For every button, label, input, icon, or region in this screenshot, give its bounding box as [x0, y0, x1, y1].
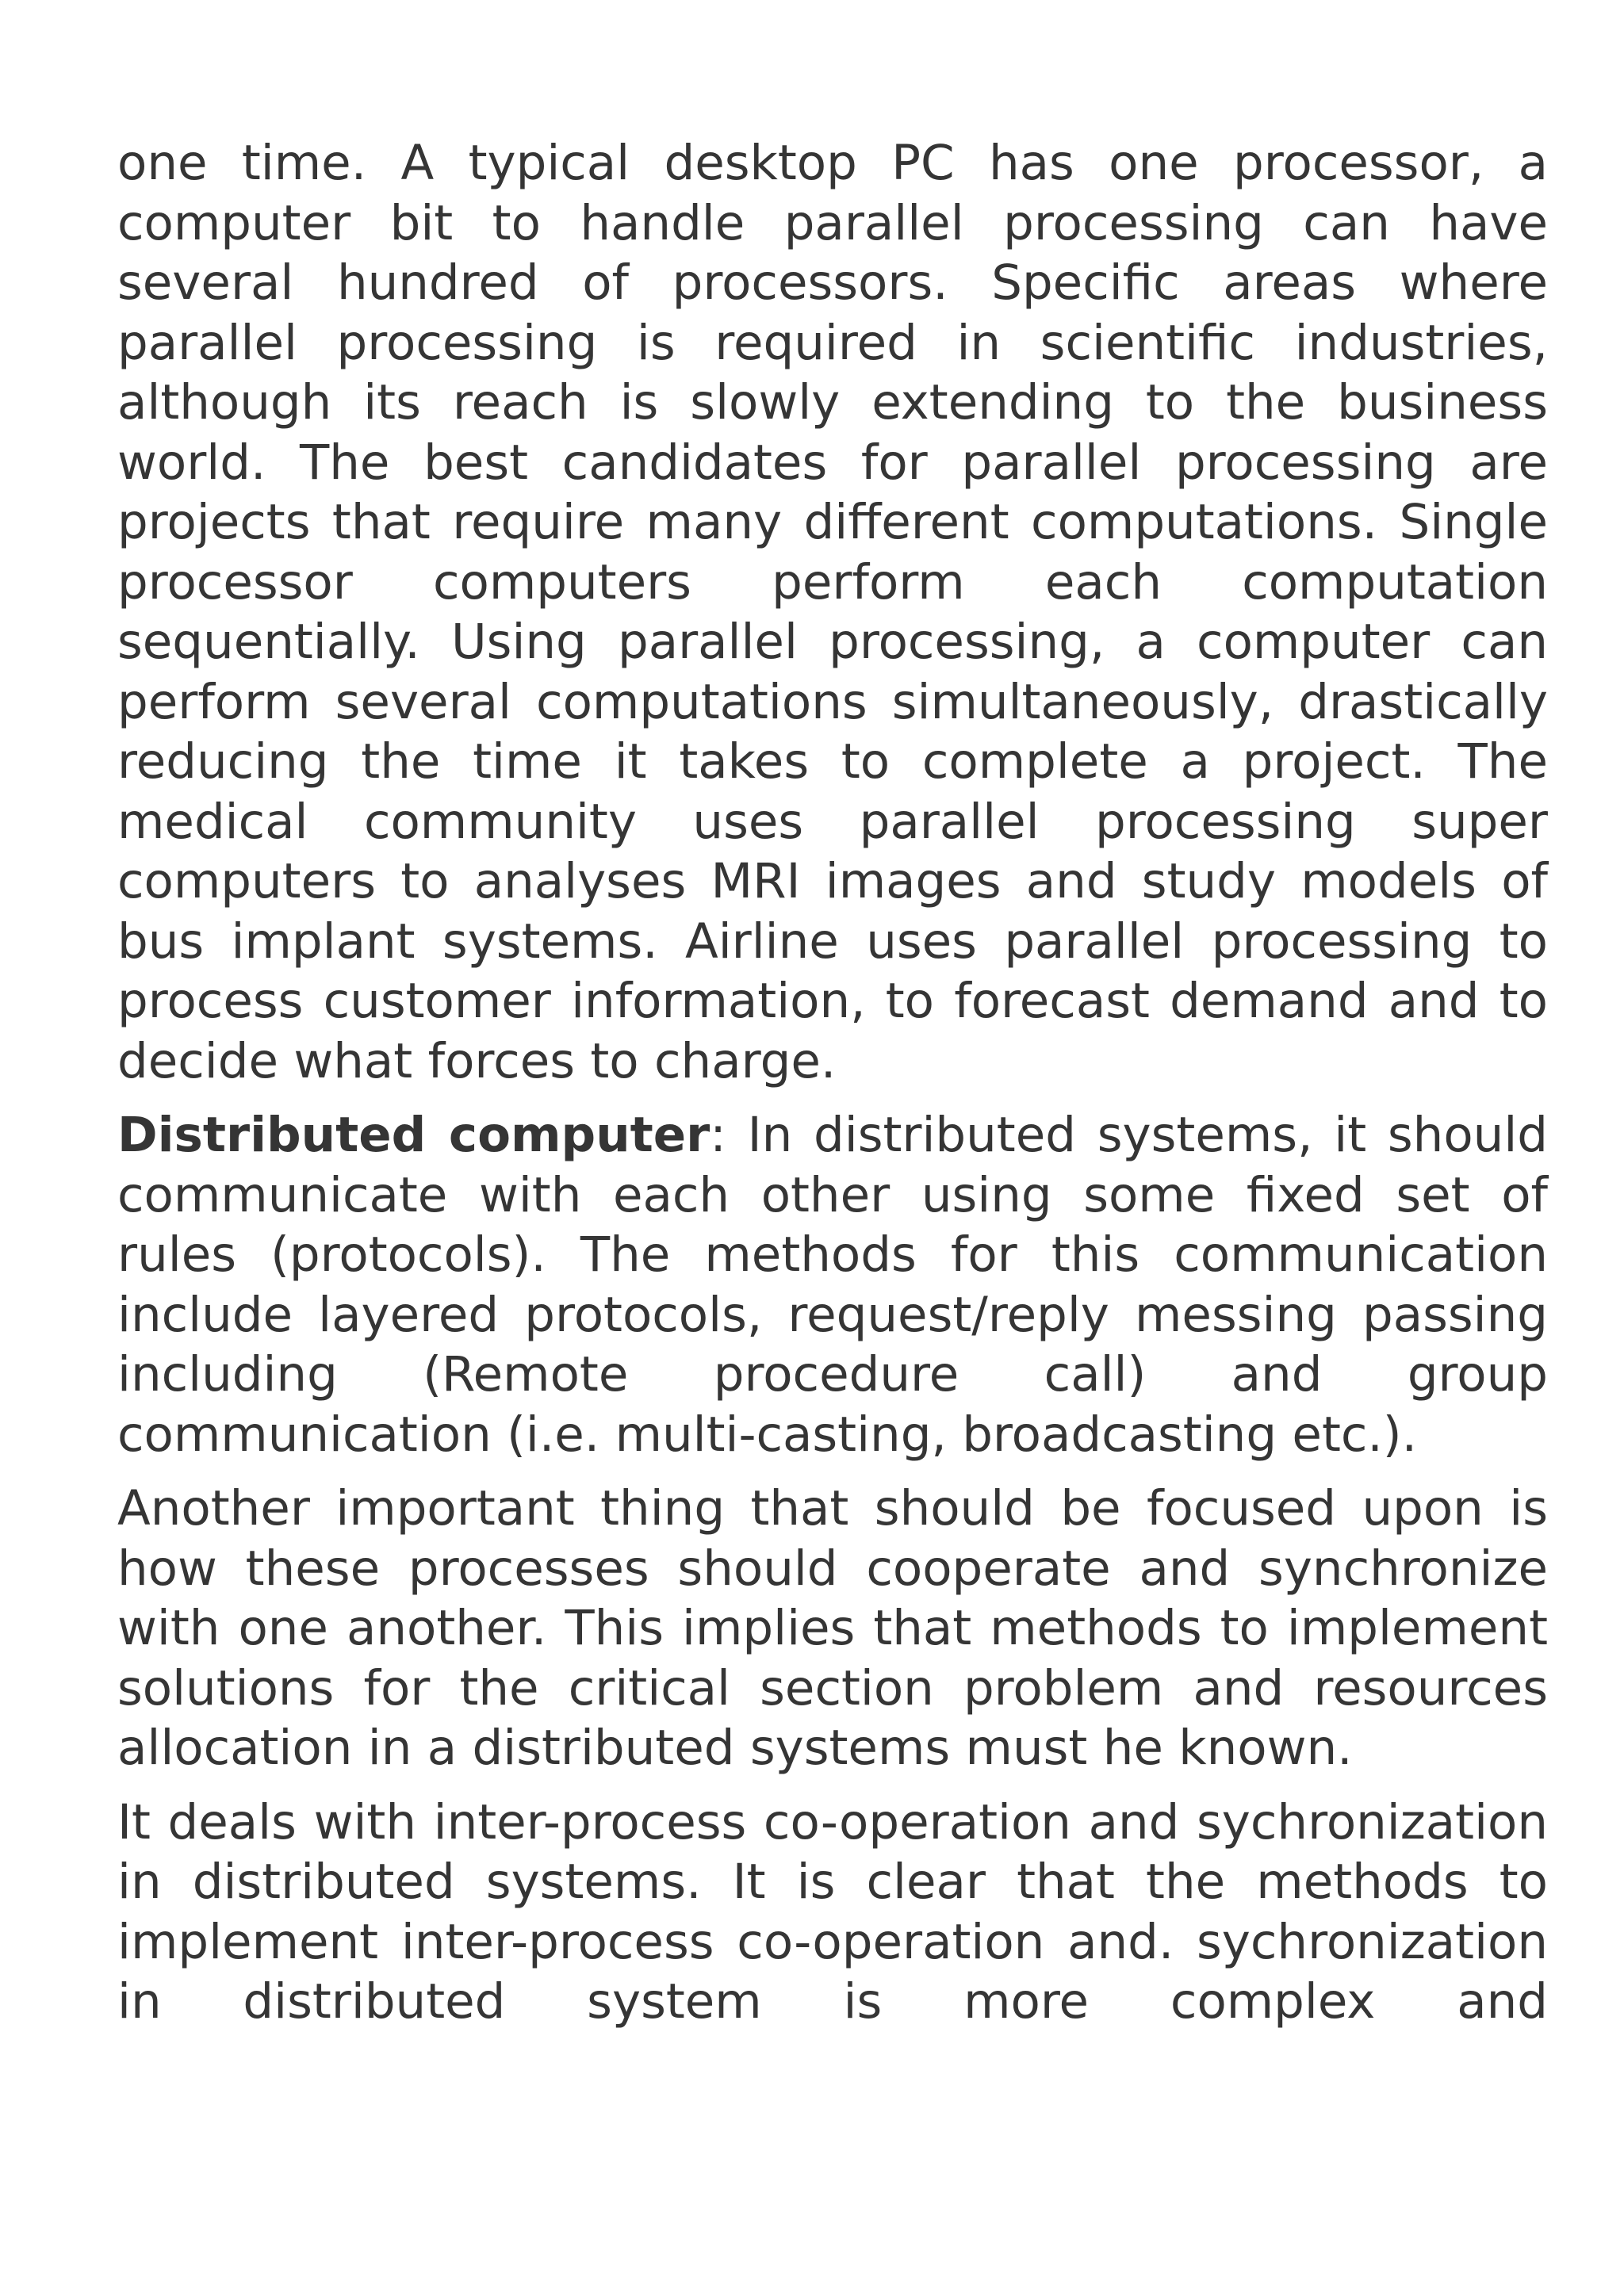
paragraph-cooperation: Another important thing that should be focused upon is how these processes should cooperate and synchronize with one another. This implies that methods to implement solutions for the critical section problem and resources allocation in a distributed systems must he known. — [117, 1480, 1548, 1776]
term-distributed-computer: Distributed computer — [117, 1107, 710, 1163]
paragraph-interprocess: It deals with inter-process co-operation and sychronization in distributed systems. It is clear that the methods to implement inter-process co-operation and. sychronization in distributed system is more complex and — [117, 1793, 1548, 2030]
paragraph-parallel-processing: one time. A typical desktop PC has one processor, a computer bit to handle parallel processing can have several hundred of processors. Specific areas where parallel processing is required in scientific industries, although its reach is slowly extending to the business world. The best candidates for parallel processing are projects that require many different computations. Single processor computers perform each computation sequentially. Using parallel processing, a computer can perform several computations simultaneously, drastically reducing the time it takes to complete a project. The medical community uses parallel processing super computers to analyses MRI images and study models of bus implant systems. Airline uses parallel processing to process customer information, to forecast demand and to decide what forces to charge. — [117, 135, 1548, 1089]
document-page — [117, 133, 1548, 2046]
paragraph-distributed-computer — [117, 1105, 1548, 1464]
paragraph-distributed-computer-text: : In distributed systems, it should communicate with each other using some fixed set of rules (protocols). The methods for this communication include layered protocols, request/reply messing passing including (Remote procedure call) and group communication (i.e. multi-casting, broadcasting etc.). — [117, 1107, 1548, 1463]
